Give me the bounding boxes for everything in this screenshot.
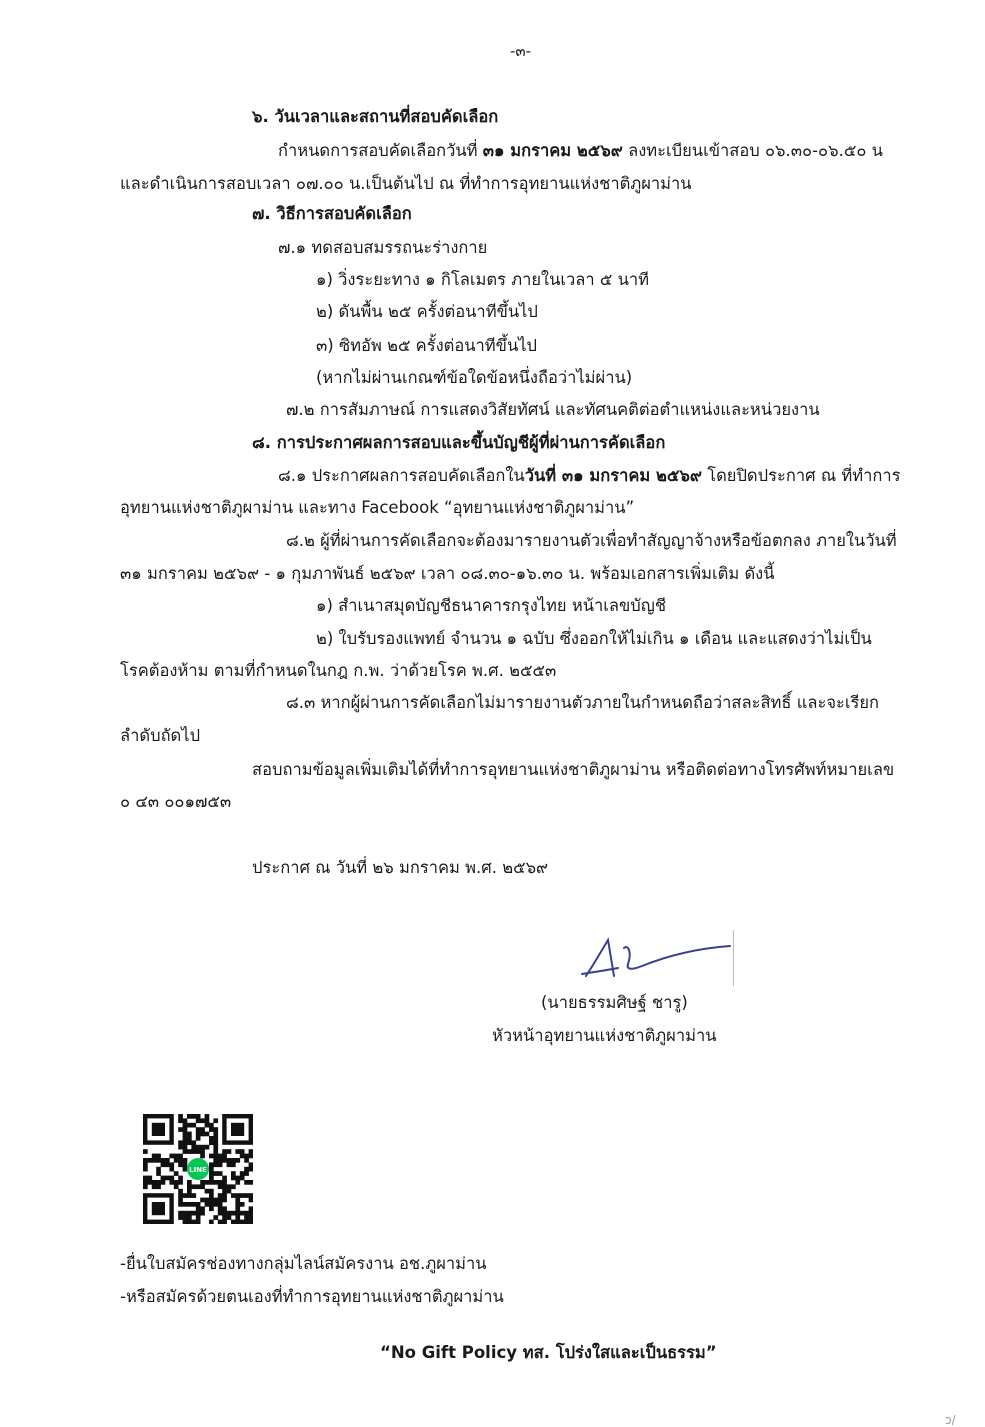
section-7-sub-2: ๗.๒ การสัมภาษณ์ การแสดงวิสัยทัศน์ และทัศนคติต่อตำแหน่งและหน่วยงาน [286, 400, 820, 419]
section-7-note: (หากไม่ผ่านเกณฑ์ข้อใดข้อหนึ่งถือว่าไม่ผ่าน) [316, 368, 633, 387]
line-badge-label: LINE [189, 1166, 207, 1174]
signer-name: (นายธรรมศิษฐ์ ชารู) [541, 993, 688, 1012]
section-8-p2-item-2-cont: โรคต้องห้าม ตามที่กำหนดในกฎ ก.พ. ว่าด้วยโรค พ.ศ. ๒๕๕๓ [120, 661, 557, 680]
signature-box-edge [733, 930, 734, 986]
section-6-line-2: และดำเนินการสอบเวลา ๐๗.๐๐ น.เป็นต้นไป ณ ที่ทำการอุทยานแห่งชาติภูผาม่าน [120, 174, 692, 193]
contact-line-1: สอบถามข้อมูลเพิ่มเติมได้ที่ทำการอุทยานแห่งชาติภูผาม่าน หรือติดต่อทางโทรศัพท์หมายเลข [252, 760, 895, 779]
section-7-item-1: ๑) วิ่งระยะทาง ๑ กิโลเมตร ภายในเวลา ๕ นาที [316, 270, 650, 289]
section-6-line-1-post: ลงทะเบียนเข้าสอบ ๐๖.๓๐-๐๖.๕๐ น [622, 141, 883, 160]
section-6-line-1 [278, 140, 883, 162]
contact-phone: ๐ ๔๓ ๐๐๑๗๕๓ [120, 792, 232, 811]
section-7-item-2: ๒) ดันพื้น ๒๕ ครั้งต่อนาทีขึ้นไป [316, 302, 538, 321]
section-7-sub-1: ๗.๑ ทดสอบสมรรถนะร่างกาย [278, 238, 488, 257]
line-qr-code[interactable] [143, 1114, 253, 1224]
corner-mark: ɔ/ [945, 1413, 956, 1427]
signer-title: หัวหน้าอุทยานแห่งชาติภูผาม่าน [492, 1026, 717, 1045]
section-8-heading: ๘. การประกาศผลการสอบและขึ้นบัญชีผู้ที่ผ่านการคัดเลือก [252, 433, 666, 452]
signature [572, 930, 736, 988]
section-8-p3-line-1: ๘.๓ หากผู้ผ่านการคัดเลือกไม่มารายงานตัวภายในกำหนดถือว่าสละสิทธิ์ และจะเรียก [286, 693, 880, 712]
section-7-item-3: ๓) ซิทอัพ ๒๕ ครั้งต่อนาทีขึ้นไป [316, 336, 538, 355]
exam-date-bold: ๓๑ มกราคม ๒๕๖๙ [482, 141, 623, 160]
section-8-p2-line-2: ๓๑ มกราคม ๒๕๖๙ - ๑ กุมภาพันธ์ ๒๕๖๙ เวลา ๐๘.๓๐-๑๖.๓๐ น. พร้อมเอกสารเพิ่มเติม ดังนี้ [120, 564, 775, 583]
apply-line-2: -หรือสมัครด้วยตนเองที่ทำการอุทยานแห่งชาติภูผาม่าน [120, 1287, 504, 1306]
section-6-line-1-pre: กำหนดการสอบคัดเลือกวันที่ [278, 141, 483, 160]
section-8-p2-item-2: ๒) ใบรับรองแพทย์ จำนวน ๑ ฉบับ ซึ่งออกให้ไม่เกิน ๑ เดือน และแสดงว่าไม่เป็น [316, 629, 872, 648]
section-8-p1-pre: ๘.๑ ประกาศผลการสอบคัดเลือกใน [278, 466, 525, 485]
page-number: -๓- [510, 42, 532, 60]
result-date-bold: วันที่ ๓๑ มกราคม ๒๕๖๙ [524, 466, 702, 485]
section-8-p2-line-1: ๘.๒ ผู้ที่ผ่านการคัดเลือกจะต้องมารายงานตัวเพื่อทำสัญญาจ้างหรือข้อตกลง ภายในวันที่ [286, 531, 897, 550]
section-8-p1-line-1 [278, 465, 901, 487]
apply-line-1: -ยื่นใบสมัครช่องทางกลุ่มไลน์สมัครงาน อช.ภูผาม่าน [120, 1254, 487, 1273]
section-8-p2-item-1: ๑) สำเนาสมุดบัญชีธนาคารกรุงไทย หน้าเลขบัญชี [316, 596, 667, 615]
section-8-p1-post: โดยปิดประกาศ ณ ที่ทำการ [701, 466, 901, 485]
no-gift-policy: “No Gift Policy ทส. โปร่งใสและเป็นธรรม” [380, 1343, 717, 1362]
section-7-heading: ๗. วิธีการสอบคัดเลือก [252, 204, 412, 223]
announcement-date: ประกาศ ณ วันที่ ๒๖ มกราคม พ.ศ. ๒๕๖๙ [252, 858, 549, 877]
section-8-p3-line-2: ลำดับถัดไป [120, 726, 201, 745]
section-6-heading: ๖. วันเวลาและสถานที่สอบคัดเลือก [252, 107, 499, 126]
section-8-p1-line-2: อุทยานแห่งชาติภูผาม่าน และทาง Facebook “อุทยานแห่งชาติภูผาม่าน” [120, 498, 635, 517]
